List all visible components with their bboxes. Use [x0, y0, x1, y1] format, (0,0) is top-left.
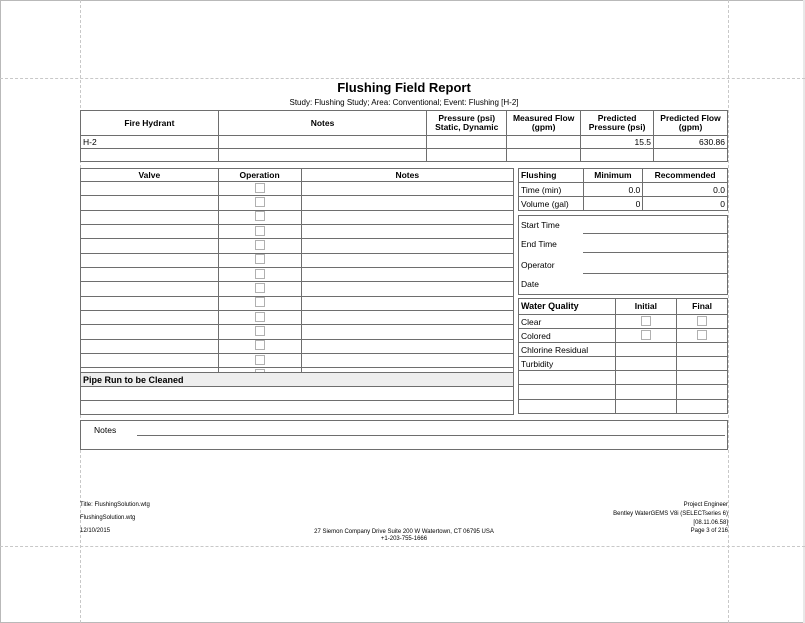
table-row — [519, 357, 728, 371]
valve-cell — [81, 296, 219, 310]
operation-checkbox[interactable] — [255, 340, 265, 350]
operation-cell — [218, 268, 301, 282]
operation-checkbox[interactable] — [255, 326, 265, 336]
operation-cell — [218, 354, 301, 368]
hydrant-table — [80, 110, 728, 162]
footer-filename: FlushingSolution.wtg — [80, 515, 136, 521]
table-row — [519, 315, 728, 329]
header-measured-flow: Measured Flow (gpm) — [507, 111, 581, 136]
valve-notes-cell — [301, 182, 513, 196]
hydrant-predicted-pressure: 15.5 — [581, 136, 654, 149]
water-quality-header-row — [519, 299, 728, 315]
water-quality-table — [518, 298, 728, 414]
flushing-volume-label: Volume (gal) — [519, 197, 584, 211]
hydrant-id: H-2 — [81, 136, 219, 149]
valve-notes-cell — [301, 210, 513, 224]
pipe-run-table — [80, 372, 514, 415]
header-notes: Notes — [218, 111, 427, 136]
end-time-line — [583, 252, 727, 253]
empty-cell — [507, 149, 581, 162]
operation-checkbox[interactable] — [255, 269, 265, 279]
notes-label: Notes — [94, 425, 117, 435]
empty-cell — [427, 149, 507, 162]
table-row — [81, 325, 514, 339]
flushing-volume-minimum: 0 — [583, 197, 643, 211]
final-cell — [677, 371, 728, 385]
report-title: Flushing Field Report — [337, 80, 471, 95]
header-flushing: Flushing — [519, 169, 584, 183]
table-row — [81, 136, 728, 149]
header-recommended: Recommended — [643, 169, 728, 183]
table-row — [81, 401, 514, 415]
valve-notes-cell — [301, 296, 513, 310]
end-time-label: End Time — [521, 239, 557, 249]
initial-checkbox[interactable] — [641, 330, 651, 340]
valve-notes-cell — [301, 239, 513, 253]
empty-cell — [654, 149, 728, 162]
operation-cell — [218, 196, 301, 210]
table-row — [81, 196, 514, 210]
hydrant-pressure — [427, 136, 507, 149]
flushing-volume-recommended: 0 — [643, 197, 728, 211]
valve-notes-cell — [301, 253, 513, 267]
water-quality-label: Clear — [519, 315, 616, 329]
final-checkbox[interactable] — [697, 316, 707, 326]
footer-address: 27 Siemon Company Drive Suite 200 W Watertown, CT 06795 USA — [314, 529, 494, 535]
operator-label: Operator — [521, 260, 555, 270]
valve-notes-cell — [301, 282, 513, 296]
valve-notes-cell — [301, 311, 513, 325]
table-row — [81, 182, 514, 196]
header-fire-hydrant: Fire Hydrant — [81, 111, 219, 136]
operation-cell — [218, 210, 301, 224]
valve-table — [80, 168, 514, 383]
operation-checkbox[interactable] — [255, 240, 265, 250]
start-time-line — [583, 233, 727, 234]
final-cell — [677, 343, 728, 357]
table-row — [81, 339, 514, 353]
table-row — [81, 387, 514, 401]
operation-checkbox[interactable] — [255, 211, 265, 221]
footer-date: 12/10/2015 — [80, 528, 111, 534]
header-water-quality: Water Quality — [519, 299, 616, 315]
valve-cell — [81, 311, 219, 325]
flushing-table — [518, 168, 728, 211]
pipe-run-cell — [81, 387, 514, 401]
empty-cell — [218, 149, 427, 162]
table-row — [81, 225, 514, 239]
table-row — [519, 197, 728, 211]
table-row — [81, 268, 514, 282]
water-quality-label: Turbidity — [519, 357, 616, 371]
operator-line — [583, 273, 727, 274]
header-minimum: Minimum — [583, 169, 643, 183]
hydrant-header-row — [81, 111, 728, 136]
header-pressure: Pressure (psi) Static, Dynamic — [427, 111, 507, 136]
water-quality-label — [519, 371, 616, 385]
table-row — [81, 296, 514, 310]
pipe-run-header-row — [81, 373, 514, 387]
flushing-time-recommended: 0.0 — [643, 183, 728, 197]
final-cell — [677, 315, 728, 329]
valve-cell — [81, 239, 219, 253]
operation-cell — [218, 339, 301, 353]
table-row — [519, 329, 728, 343]
margin-guide-bottom — [0, 546, 805, 547]
initial-cell — [615, 385, 677, 399]
valve-cell — [81, 354, 219, 368]
margin-guide-right — [728, 0, 729, 623]
header-predicted-flow: Predicted Flow (gpm) — [654, 111, 728, 136]
footer-page: Page 3 of 216 — [690, 528, 728, 534]
water-quality-label: Colored — [519, 329, 616, 343]
table-row — [81, 210, 514, 224]
operation-checkbox[interactable] — [255, 283, 265, 293]
table-row — [81, 253, 514, 267]
footer-title: Title: FlushingSolution.wtg — [80, 502, 150, 508]
valve-cell — [81, 253, 219, 267]
table-row — [81, 239, 514, 253]
valve-header-row — [81, 169, 514, 182]
operation-checkbox[interactable] — [255, 254, 265, 264]
flushing-time-label: Time (min) — [519, 183, 584, 197]
water-quality-label — [519, 399, 616, 413]
pipe-run-cell — [81, 401, 514, 415]
valve-cell — [81, 196, 219, 210]
valve-cell — [81, 268, 219, 282]
table-row — [519, 183, 728, 197]
initial-cell — [615, 371, 677, 385]
header-predicted-pressure: Predicted Pressure (psi) — [581, 111, 654, 136]
header-valve-notes: Notes — [301, 169, 513, 182]
valve-notes-cell — [301, 225, 513, 239]
operation-checkbox[interactable] — [255, 355, 265, 365]
initial-checkbox[interactable] — [641, 316, 651, 326]
date-label: Date — [521, 279, 539, 289]
header-initial: Initial — [615, 299, 677, 315]
valve-notes-cell — [301, 354, 513, 368]
initial-cell — [615, 315, 677, 329]
footer-phone: +1-203-755-1666 — [380, 536, 428, 542]
notes-line — [137, 435, 725, 436]
final-cell — [677, 329, 728, 343]
footer-product: Bentley WaterGEMS V8i (SELECTseries 6) — [613, 511, 728, 517]
final-cell — [677, 399, 728, 413]
operation-cell — [218, 182, 301, 196]
margin-guide-top — [0, 78, 805, 79]
pipe-run-header: Pipe Run to be Cleaned — [81, 373, 514, 387]
operation-cell — [218, 325, 301, 339]
initial-cell — [615, 399, 677, 413]
operation-checkbox[interactable] — [255, 183, 265, 193]
empty-cell — [81, 149, 219, 162]
header-operation: Operation — [218, 169, 301, 182]
header-final: Final — [677, 299, 728, 315]
table-row — [519, 399, 728, 413]
operation-checkbox[interactable] — [255, 312, 265, 322]
valve-cell — [81, 182, 219, 196]
table-row — [81, 149, 728, 162]
footer-project-engineer: Project Engineer — [683, 502, 728, 508]
table-row — [81, 282, 514, 296]
valve-notes-cell — [301, 339, 513, 353]
table-row — [81, 354, 514, 368]
valve-cell — [81, 339, 219, 353]
header-valve: Valve — [81, 169, 219, 182]
valve-cell — [81, 282, 219, 296]
initial-cell — [615, 329, 677, 343]
initial-cell — [615, 357, 677, 371]
hydrant-predicted-flow: 630.86 — [654, 136, 728, 149]
water-quality-label — [519, 385, 616, 399]
valve-cell — [81, 325, 219, 339]
operation-cell — [218, 253, 301, 267]
water-quality-label: Chlorine Residual — [519, 343, 616, 357]
valve-notes-cell — [301, 268, 513, 282]
final-cell — [677, 357, 728, 371]
operation-checkbox[interactable] — [255, 197, 265, 207]
operation-cell — [218, 282, 301, 296]
footer-version: [08.11.06.58] — [693, 520, 728, 526]
table-row — [519, 343, 728, 357]
flushing-time-minimum: 0.0 — [583, 183, 643, 197]
valve-cell — [81, 225, 219, 239]
valve-notes-cell — [301, 325, 513, 339]
start-time-label: Start Time — [521, 220, 560, 230]
hydrant-notes — [218, 136, 427, 149]
operation-checkbox[interactable] — [255, 226, 265, 236]
report-subtitle: Study: Flushing Study; Area: Conventional; Event: Flushing [H-2] — [289, 98, 519, 107]
initial-cell — [615, 343, 677, 357]
final-cell — [677, 385, 728, 399]
table-row — [519, 371, 728, 385]
operation-cell — [218, 239, 301, 253]
hydrant-measured-flow — [507, 136, 581, 149]
operation-cell — [218, 225, 301, 239]
table-row — [81, 311, 514, 325]
empty-cell — [581, 149, 654, 162]
operation-checkbox[interactable] — [255, 297, 265, 307]
table-row — [519, 385, 728, 399]
flushing-header-row — [519, 169, 728, 183]
valve-cell — [81, 210, 219, 224]
final-checkbox[interactable] — [697, 330, 707, 340]
operation-cell — [218, 296, 301, 310]
operation-cell — [218, 311, 301, 325]
valve-notes-cell — [301, 196, 513, 210]
